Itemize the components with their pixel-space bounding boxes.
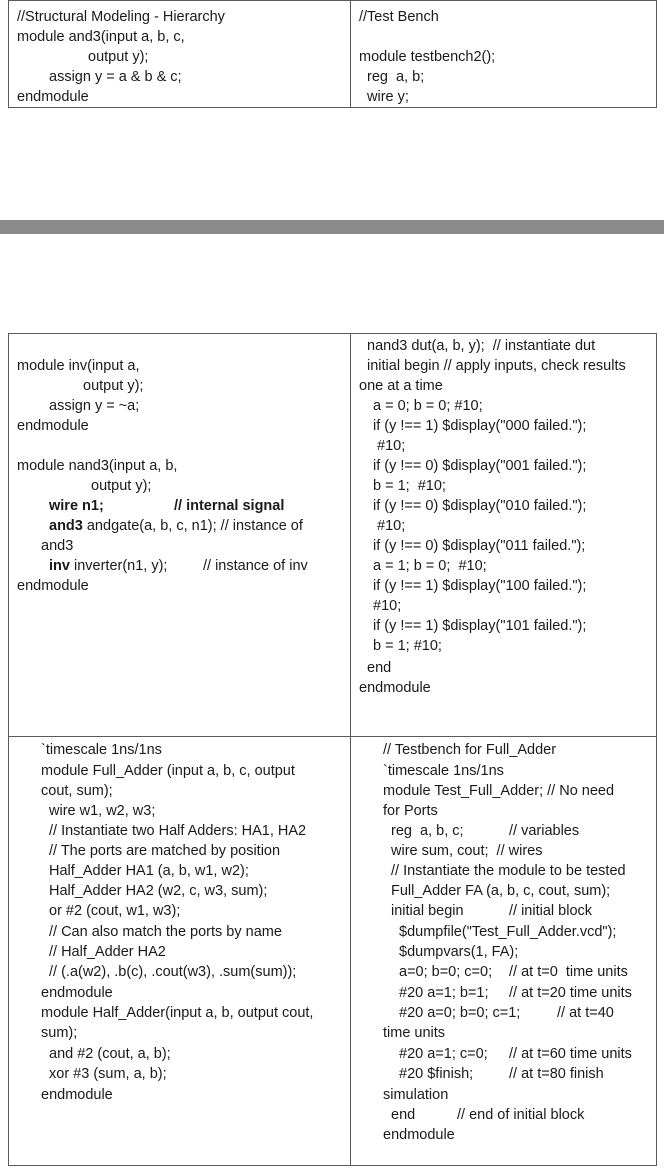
- table2-left-cell: [9, 334, 351, 736]
- keyword: and3: [49, 518, 83, 534]
- code-line: if (y !== 0) $display("010 failed.");: [373, 498, 587, 514]
- code-line: Half_Adder HA2 (w2, c, w3, sum);: [49, 883, 268, 899]
- code-line: b = 1; #10;: [373, 638, 442, 654]
- code-line: // initial block: [509, 903, 593, 919]
- code-line: Full_Adder FA (a, b, c, cout, sum);: [391, 883, 611, 899]
- code-line: simulation: [383, 1087, 449, 1103]
- code-line: endmodule: [17, 418, 89, 434]
- code-line: //Structural Modeling - Hierarchy: [17, 9, 225, 25]
- code-line: // (.a(w2), .b(c), .cout(w3), .sum(sum));: [49, 964, 297, 980]
- code-line: wire sum, cout; // wires: [391, 843, 543, 859]
- code-line: time units: [383, 1025, 446, 1041]
- code-line: //Test Bench: [359, 9, 439, 25]
- code-line: endmodule: [383, 1127, 455, 1143]
- code-line: // at t=40: [557, 1005, 614, 1021]
- code-line: // end of initial block: [457, 1107, 585, 1123]
- code-line: $dumpvars(1, FA);: [399, 944, 519, 960]
- code-line: wire y;: [367, 89, 409, 105]
- code-line: module testbench2();: [359, 49, 496, 65]
- code-line: if (y !== 0) $display("001 failed.");: [373, 458, 587, 474]
- code-table-3: [8, 736, 657, 1166]
- code-line: // at t=0 time units: [509, 964, 628, 980]
- code-line: one at a time: [359, 378, 443, 394]
- code-line: endmodule: [41, 985, 113, 1001]
- code-line: endmodule: [359, 680, 431, 696]
- code-line: reg a, b, c;: [391, 823, 464, 839]
- code-line: `timescale 1ns/1ns: [41, 742, 162, 758]
- code-line: #20 a=0; b=0; c=1;: [399, 1005, 521, 1021]
- code-line: module Full_Adder (input a, b, c, output: [41, 763, 295, 779]
- code-line: a = 1; b = 0; #10;: [373, 558, 487, 574]
- code-line: endmodule: [41, 1087, 113, 1103]
- code-line: output y);: [83, 378, 144, 394]
- code-line: and #2 (cout, a, b);: [49, 1046, 171, 1062]
- code-line: #10;: [373, 598, 402, 614]
- code-line: reg a, b;: [367, 69, 425, 85]
- table3-right-cell: [351, 737, 656, 1165]
- code-line: module inv(input a,: [17, 358, 140, 374]
- code-line: // internal signal: [174, 498, 285, 514]
- code-line: module nand3(input a, b,: [17, 458, 178, 474]
- code-line: assign y = ~a;: [49, 398, 140, 414]
- code-line: assign y = a & b & c;: [49, 69, 182, 85]
- code-line: nand3 dut(a, b, y); // instantiate dut: [367, 338, 596, 354]
- code-line: endmodule: [17, 578, 89, 594]
- code-line: // The ports are matched by position: [49, 843, 281, 859]
- code-line: and3: [41, 538, 74, 554]
- code-text: inverter(n1, y);: [69, 558, 168, 574]
- code-line: `timescale 1ns/1ns: [383, 763, 504, 779]
- code-line: output y);: [88, 49, 149, 65]
- code-line: Half_Adder HA1 (a, b, w1, w2);: [49, 863, 249, 879]
- code-line: #20 a=1; c=0;: [399, 1046, 488, 1062]
- table1-left-cell: [9, 1, 351, 107]
- code-line: if (y !== 1) $display("101 failed.");: [373, 618, 587, 634]
- code-line: #20 $finish;: [399, 1066, 474, 1082]
- code-table-1: [8, 0, 657, 108]
- code-line: or #2 (cout, w1, w3);: [49, 903, 181, 919]
- code-line: // variables: [509, 823, 580, 839]
- code-line: wire n1;: [49, 498, 104, 514]
- code-line: cout, sum);: [41, 783, 113, 799]
- code-line: // Instantiate two Half Adders: HA1, HA2: [49, 823, 307, 839]
- code-line: #20 a=1; b=1;: [399, 985, 489, 1001]
- code-line: a=0; b=0; c=0;: [399, 964, 493, 980]
- code-line: if (y !== 0) $display("011 failed.");: [373, 538, 586, 554]
- code-line: module and3(input a, b, c,: [17, 29, 185, 45]
- code-line: for Ports: [383, 803, 438, 819]
- code-line: // Half_Adder HA2: [49, 944, 166, 960]
- code-table-2: [8, 333, 657, 737]
- code-line: sum);: [41, 1025, 78, 1041]
- code-line: if (y !== 1) $display("100 failed.");: [373, 578, 587, 594]
- table1-right-cell: [351, 1, 656, 107]
- code-line: end: [367, 660, 392, 676]
- code-line: // Testbench for Full_Adder: [383, 742, 557, 758]
- code-line: module Half_Adder(input a, b, output cout,: [41, 1005, 314, 1021]
- code-line: module Test_Full_Adder; // No need: [383, 783, 615, 799]
- page-divider: [0, 220, 664, 234]
- code-line: // at t=60 time units: [509, 1046, 632, 1062]
- code-line: initial begin // apply inputs, check results: [367, 358, 626, 374]
- code-line: endmodule: [17, 89, 89, 105]
- code-line: [49, 556, 167, 576]
- code-line: wire w1, w2, w3;: [49, 803, 156, 819]
- code-line: #10;: [377, 438, 406, 454]
- code-line: a = 0; b = 0; #10;: [373, 398, 483, 414]
- code-line: #10;: [377, 518, 406, 534]
- code-line: // Can also match the ports by name: [49, 924, 282, 940]
- code-line: if (y !== 1) $display("000 failed.");: [373, 418, 587, 434]
- code-line: output y);: [91, 478, 152, 494]
- code-line: // instance of inv: [203, 558, 308, 574]
- code-line: // Instantiate the module to be tested: [391, 863, 626, 879]
- code-line: // at t=80 finish: [509, 1066, 604, 1082]
- code-line: $dumpfile("Test_Full_Adder.vcd");: [399, 924, 617, 940]
- table3-left-cell: [9, 737, 351, 1165]
- code-text: andgate(a, b, c, n1); // instance of: [82, 518, 303, 534]
- code-line: xor #3 (sum, a, b);: [49, 1066, 167, 1082]
- code-line: // at t=20 time units: [509, 985, 632, 1001]
- table2-right-cell: [351, 334, 656, 736]
- code-line: b = 1; #10;: [373, 478, 446, 494]
- code-line: end: [391, 1107, 416, 1123]
- code-line: initial begin: [391, 903, 464, 919]
- code-line: [49, 516, 303, 536]
- keyword: inv: [49, 558, 70, 574]
